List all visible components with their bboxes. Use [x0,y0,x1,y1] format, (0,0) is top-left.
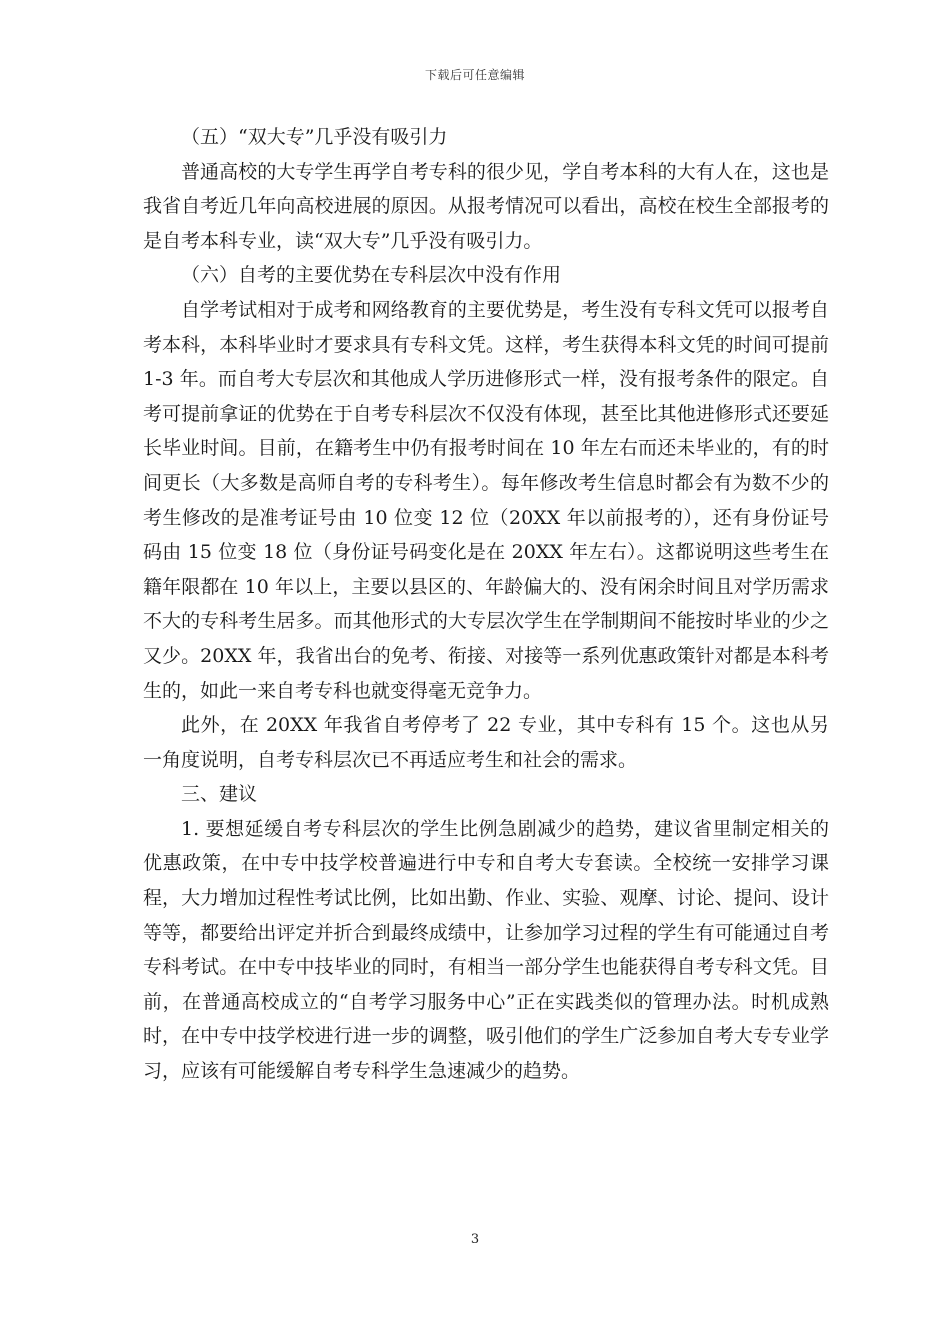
document-body [143,120,829,1089]
page-number: 3 [470,1232,480,1247]
page-header-note: 下载后可任意编辑 [424,68,525,82]
section-heading-suggestions: 三、建议 [181,783,258,806]
paragraph: 自学考试相对于成考和网络教育的主要优势是，考生没有专科文凭可以报考自考本科，本科毕业时才要求具有专科文凭。这样，考生获得本科文凭的时间可提前 1-3 年。而自考大专层次和其他成人学历进修形式一样，没有报考条件的限定。自考可提前拿证的优势在于自考专科层次不仅没有体现，甚至比其他进修形式还要延长毕业时间。目前，在籍考生中仍有报考时间在 10 年左右而还未毕业的，有的时间更长（大多数是高师自考的专科考生）。每年修改考生信息时都会有为数不少的考生修改的是准考证号由 10 位变 12 位（20XX 年以前报考的），还有身份证号码由 15 位变 18 位（身份证号码变化是在 20XX 年左右）。这都说明这些考生在籍年限都在 10 年以上，主要以县区的、年龄偏大的、没有闲余时间且对学历需求不大的专科考生居多。而其他形式的大专层次学生在学制期间不能按时毕业的少之又少。20XX 年，我省出台的免考、衔接、对接等一系列优惠政策针对都是本科考生的，如此一来自考专科也就变得毫无竞争力。 [143,298,829,702]
paragraph: 1. 要想延缓自考专科层次的学生比例急剧减少的趋势，建议省里制定相关的优惠政策，在中专中技学校普遍进行中专和自考大专套读。全校统一安排学习课程，大力增加过程性考试比例，比如出勤、作业、实验、观摩、讨论、提问、设计等等，都要给出评定并折合到最终成绩中，让参加学习过程的学生有可能通过自考专科考试。在中专中技毕业的同时，有相当一部分学生也能获得自考专科文凭。目前，在普通高校成立的“自考学习服务中心”正在实践类似的管理办法。时机成熟时，在中专中技学校进行进一步的调整，吸引他们的学生广泛参加自考大专专业学习，应该有可能缓解自考专科学生急速减少的趋势。 [143,817,829,1083]
paragraph: 普通高校的大专学生再学自考专科的很少见，学自考本科的大有人在，这也是我省自考近几年向高校进展的原因。从报考情况可以看出，高校在校生全部报考的是自考本科专业，读“双大专”几乎没有吸引力。 [143,160,829,252]
section-heading-5: （五）“双大专”几乎没有吸引力 [181,126,448,148]
paragraph: 此外，在 20XX 年我省自考停考了 22 专业，其中专科有 15 个。这也从另一角度说明，自考专科层次已不再适应考生和社会的需求。 [143,714,829,771]
section-heading-6: （六）自考的主要优势在专科层次中没有作用 [181,264,562,287]
